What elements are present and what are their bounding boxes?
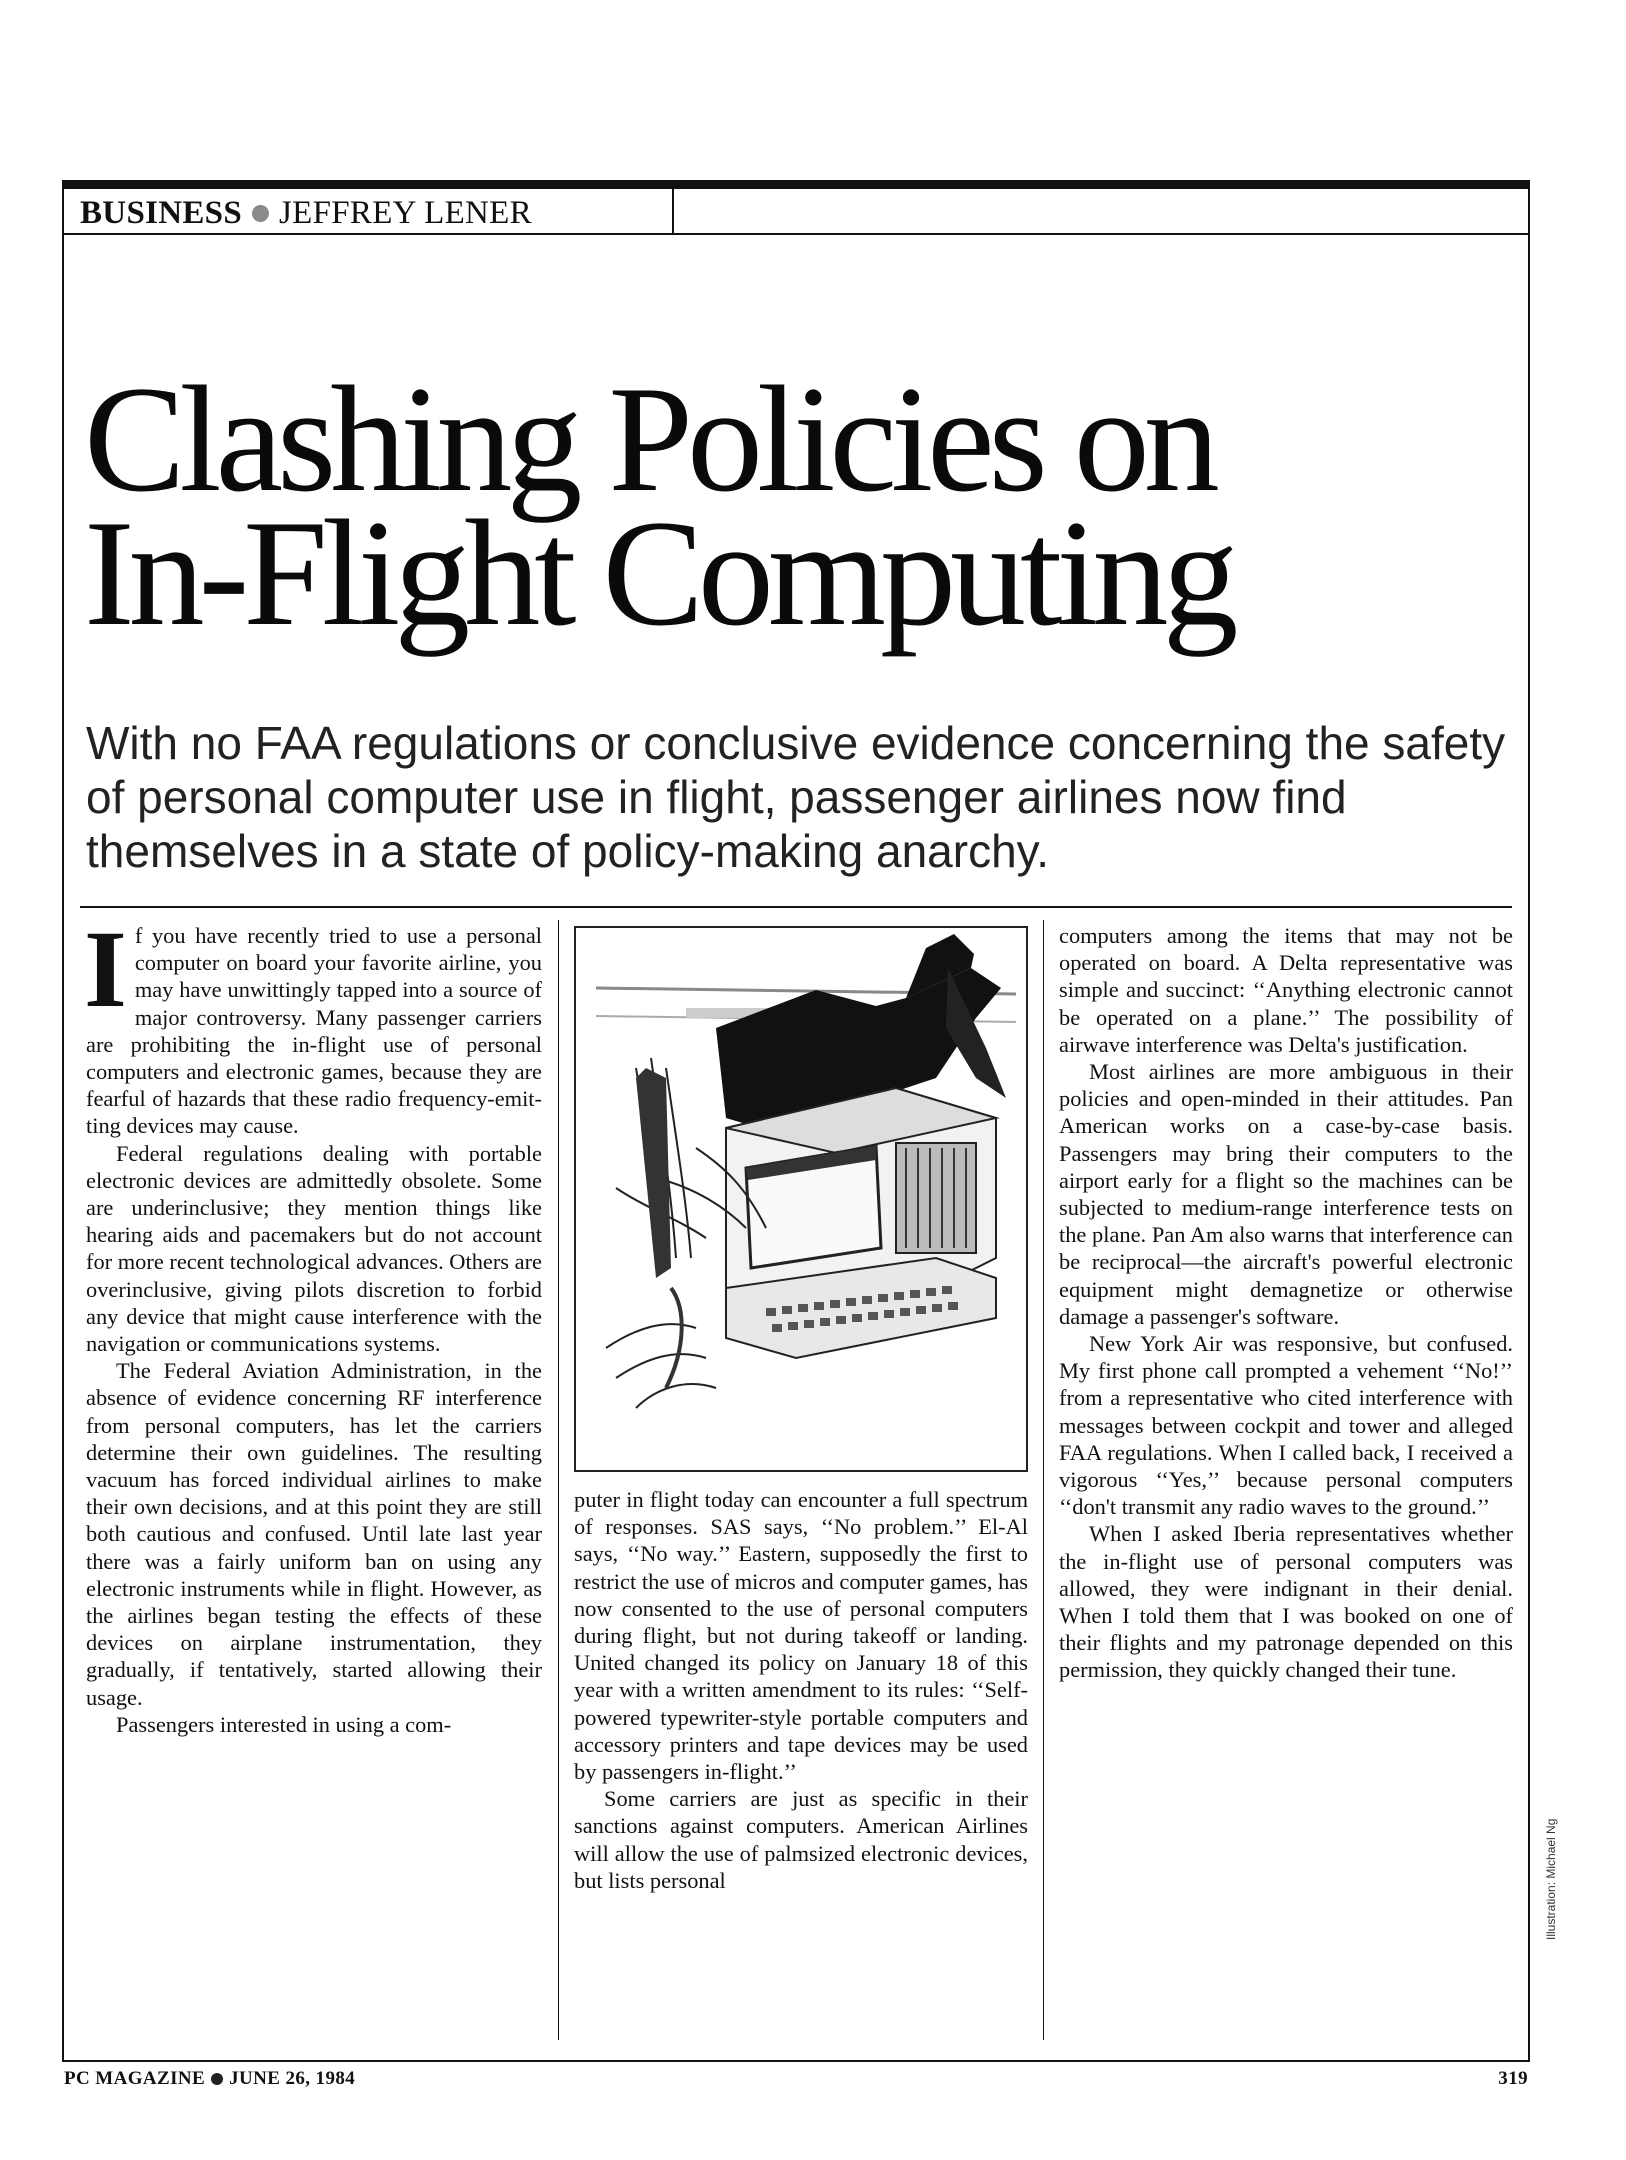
illustration-credit: Illustration: Michael Ng [1544, 1818, 1558, 1940]
deck-subtitle: With no FAA regulations or conclusive evidence concerning the safety of personal computer use in flight, passenger airlines now find themselves in a state of policy-making anarchy. [86, 717, 1506, 877]
paragraph: When I asked Iberia representatives whether the in-flight use of personal computers was allowed, they were indignant in their denial. When I told them that I was booked on one of their flights and my patronage depended on this permission, they quickly changed their tune. [1059, 1521, 1513, 1683]
section-header-text [80, 193, 532, 233]
headline-line-2: In-Flight Computing [84, 489, 1233, 657]
article-column-2 [574, 1486, 1028, 1894]
paragraph [84, 908, 542, 1140]
drop-cap: I [84, 908, 127, 1030]
headline-line-1: Clashing Policies on [84, 355, 1214, 523]
page-footer [64, 2066, 1528, 2094]
author-name: JEFFREY LENER [279, 194, 532, 231]
column-separator [1043, 920, 1044, 2040]
illustration [574, 926, 1028, 1472]
column-separator [558, 920, 559, 2040]
headline [84, 355, 1524, 657]
issue-date: JUNE 26, 1984 [229, 2068, 356, 2089]
paragraph: Most airlines are more ambiguous in their policies and open-minded in their attitudes. Pan American works on a case-by-case basis. Passengers may bring their computers to the airport early for a flight so the machines can be subjected to medium-range interference tests on the plane. Pan Am also warns that interference can be reciprocal—the aircraft's powerful electronic equipment might demagnetize or otherwise damage a passenger's software. [1059, 1059, 1513, 1329]
section-header [64, 189, 1528, 235]
paragraph: Some carriers are just as specific in their sanctions against computers. American Airlines will allow the use of palmsized electronic devices, but lists personal [574, 1786, 1028, 1893]
section-label: BUSINESS [80, 194, 242, 231]
paragraph: computers among the items that may not be operated on board. A Delta representative was simple and succinct: ‘‘Anything electronic cannot be operated on a plane.’’ The possibility of airwave interference was Delta's justification. [1059, 923, 1513, 1057]
paragraph: puter in flight today can encounter a full spectrum of responses. SAS says, ‘‘No problem.’’ El-Al says, ‘‘No way.’’ Eastern, supposedly the first to restrict the use of micros and computer games, has now consented to the use of personal computers during flight, but not during takeoff or landing. United changed its policy on January 18 of this year with a written amendment to its rules: ‘‘Self-powered typewriter-style portable computers and accessory printers and tape devices may be used by passengers in-flight.’’ [574, 1487, 1028, 1785]
paragraph: Passengers interested in using a com- [116, 1711, 452, 1737]
paragraph-text: f you have recently tried to use a personal computer on board your favorite airline, you may have unwittingly tapped into a source of major controversy. Many passenger carriers are prohibiting the in-flight use of personal computers and electronic games, because they are fearful of hazards that these radio frequency-emitting devices may cause. [86, 923, 542, 1139]
footer-folio [64, 2068, 355, 2090]
article-column-3 [1059, 922, 1513, 1684]
deck-rule [80, 906, 1512, 908]
bird-and-computer-icon [576, 928, 1026, 1470]
article-column-1 [84, 908, 542, 1738]
paragraph: Federal regulations dealing with portable electronic devices are admittedly obsolete. Some are underinclusive; they mention things like hearing aids and pacemakers but do not account for more recent technological advances. Others are overinclusive, giving pilots discretion to forbid any device that might cause interference with the navigation or communications systems. [86, 1140, 542, 1357]
page-number: 319 [1498, 2068, 1528, 2089]
paragraph: The Federal Aviation Administration, in the absence of evidence concerning RF interference from personal computers, has let the carriers determine their own guidelines. The resulting vacuum has forced individual airlines to make their own decisions, and at this point they are still both cautious and confused. Until late last year there was a fairly uniform ban on using any electronic instruments while in flight. However, as the airlines began testing the effects of these devices on airplane instrumentation, they gradually, if tentatively, started allowing their usage. [86, 1358, 542, 1710]
bullet-icon [252, 205, 269, 222]
header-divider [672, 189, 674, 233]
paragraph: New York Air was responsive, but confused. My first phone call prompted a vehement ‘‘No!’’ from a representative who cited interference with messages between cockpit and tower and alleged FAA regulations. When I called back, I received a vigorous ‘‘Yes,’’ because personal computers ‘‘don't transmit any radio waves to the ground.’’ [1059, 1331, 1513, 1520]
magazine-name: PC MAGAZINE [64, 2068, 206, 2089]
bullet-icon [211, 2073, 223, 2085]
